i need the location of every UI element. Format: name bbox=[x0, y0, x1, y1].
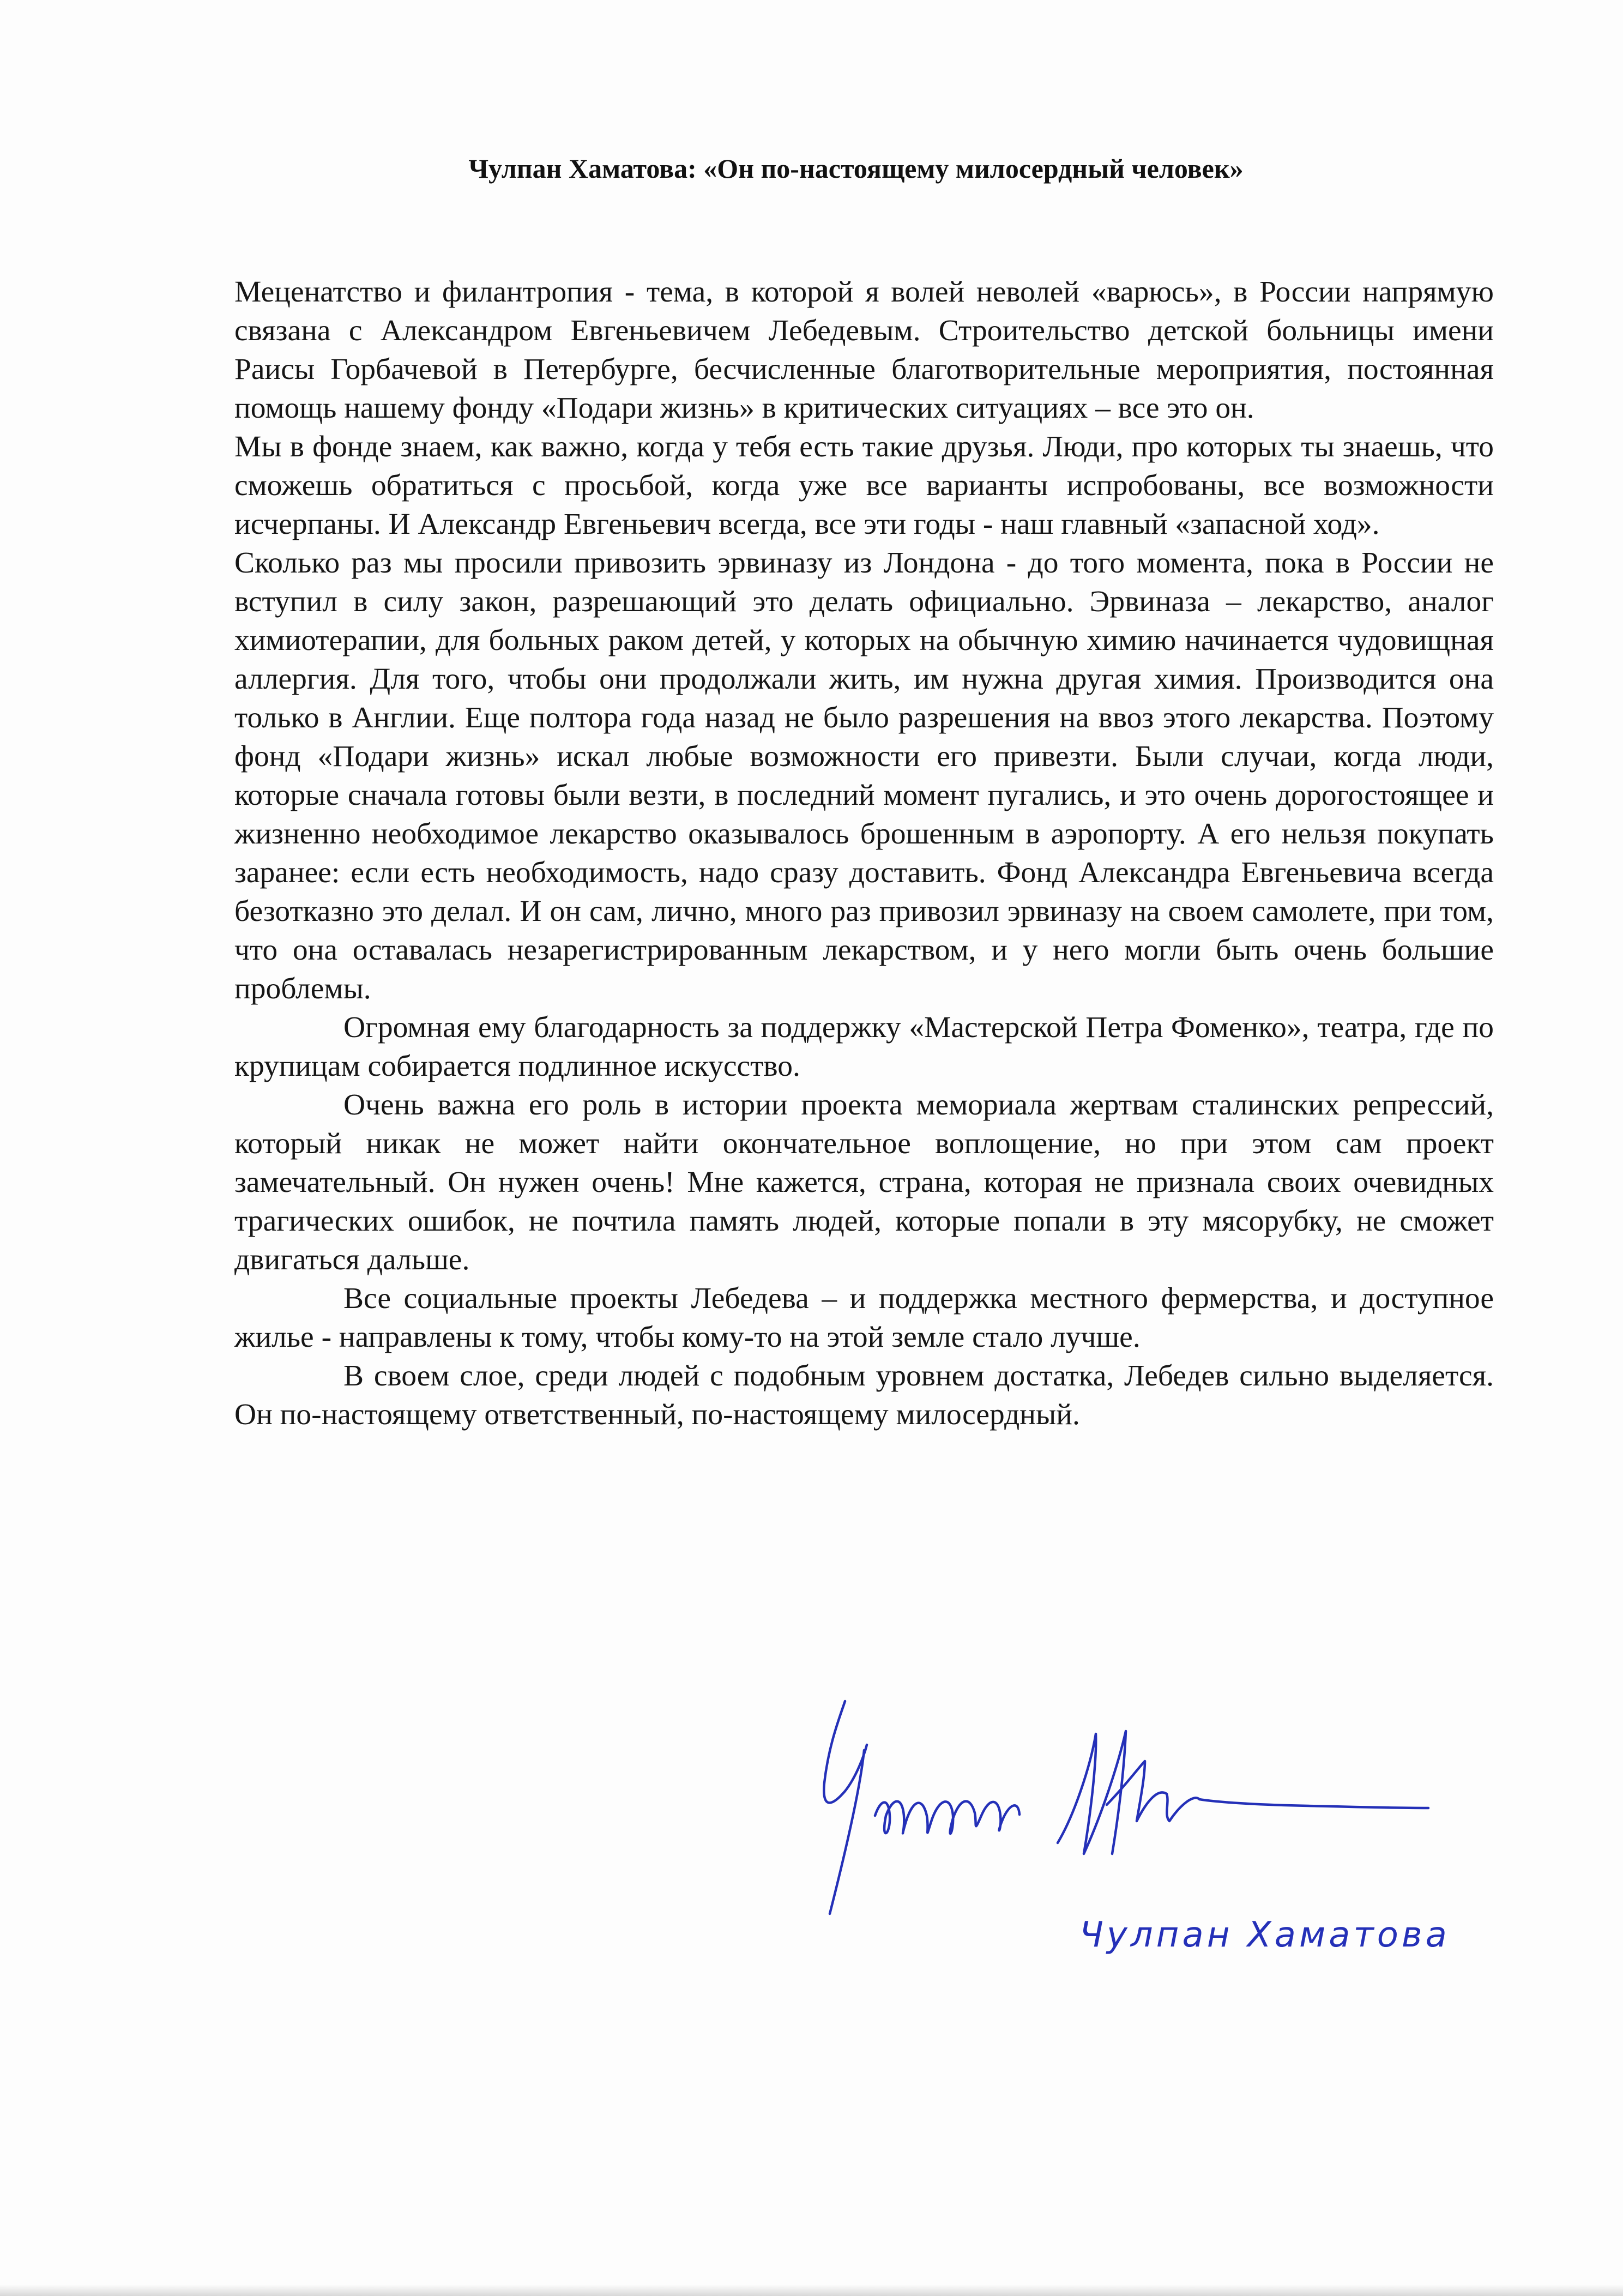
signature-drawing bbox=[763, 1679, 1472, 1963]
signature-stroke bbox=[824, 1701, 867, 1803]
paragraph: Мы в фонде знаем, как важно, когда у тебя есть такие друзья. Люди, про которых ты знаешь, что сможешь обратиться с просьбой, когда уже все варианты испробованы, все возможности исчерпаны. И Александр Евгеньевич всегда, все эти годы - наш главный «запасной ход». bbox=[234, 430, 1494, 541]
paragraph: Сколько раз мы просили привозить эрвиназу из Лондона - до того момента, пока в России не вступил в силу закон, разрешающий это делать официально. Эрвиназа – лекарство, аналог химиотерапии, для больных раком детей, у которых на обычную химию начинается чудовищная аллергия. Для того, чтобы они продолжали жить, им нужна другая химия. Производится она только в Англии. Еще полтора года назад не было разрешения на ввоз этого лекарства. Поэтому фонд «Подари жизнь» искал любые возможности его привезти. Были случаи, когда люди, которые сначала готовы были везти, в последний момент пугались, и это очень дорогостоящее и жизненно необходимое лекарство оказывалось брошенным в аэропорту. А его нельзя покупать заранее: если есть необходимость, надо сразу доставить. Фонд Александра Евгеньевича всегда безотказно это делал. И он сам, лично, много раз привозил эрвиназу на своем самолете, при том, что она оставалась незарегистрированным лекарством, и у него могли быть очень большие проблемы. bbox=[234, 546, 1494, 1005]
signature-name-text: Чулпан Хаматова bbox=[1079, 1915, 1450, 1955]
signature-stroke bbox=[1199, 1799, 1428, 1808]
handwritten-signature bbox=[763, 1679, 1472, 1963]
signature-stroke bbox=[981, 1802, 1019, 1830]
paragraph: Очень важна его роль в истории проекта мемориала жертвам сталинских репрессий, который никак не может найти окончательное воплощение, но при этом сам проект замечательный. Он нужен очень! Мне кажется, страна, которая не признала своих очевидных трагических ошибок, не почтила память людей, которые попали в эту мясорубку, не сможет двигаться дальше. bbox=[234, 1088, 1494, 1276]
document-title: Чулпан Хаматова: «Он по-настоящему милосердный человек» bbox=[468, 153, 1244, 184]
signature-stroke bbox=[932, 1801, 981, 1834]
signature-stroke bbox=[1107, 1761, 1199, 1821]
signature-stroke bbox=[1058, 1731, 1126, 1854]
scan-bottom-edge bbox=[0, 2284, 1623, 2296]
paragraph: Огромная ему благодарность за поддержку «Мастерской Петра Фоменко», театра, где по крупицам собирается подлинное искусство. bbox=[234, 1011, 1494, 1083]
paragraph: Все социальные проекты Лебедева – и поддержка местного фермерства, и доступное жилье - направлены к тому, чтобы кому-то на этой земле стало лучше. bbox=[234, 1282, 1494, 1354]
signature-stroke bbox=[875, 1801, 932, 1834]
paragraph: В своем слое, среди людей с подобным уровнем достатка, Лебедев сильно выделяется. Он по-настоящему ответственный, по-настоящему милосердный. bbox=[234, 1359, 1494, 1431]
document-body bbox=[234, 273, 1494, 1434]
paragraph: Меценатство и филантропия - тема, в которой я волей неволей «варюсь», в России напрямую связана с Александром Евгеньевичем Лебедевым. Строительство детской больницы имени Раисы Горбачевой в Петербурге, бесчисленные благотворительные мероприятия, постоянная помощь нашему фонду «Подари жизнь» в критических ситуациях – все это он. bbox=[234, 275, 1494, 425]
signature-stroke bbox=[830, 1750, 864, 1914]
